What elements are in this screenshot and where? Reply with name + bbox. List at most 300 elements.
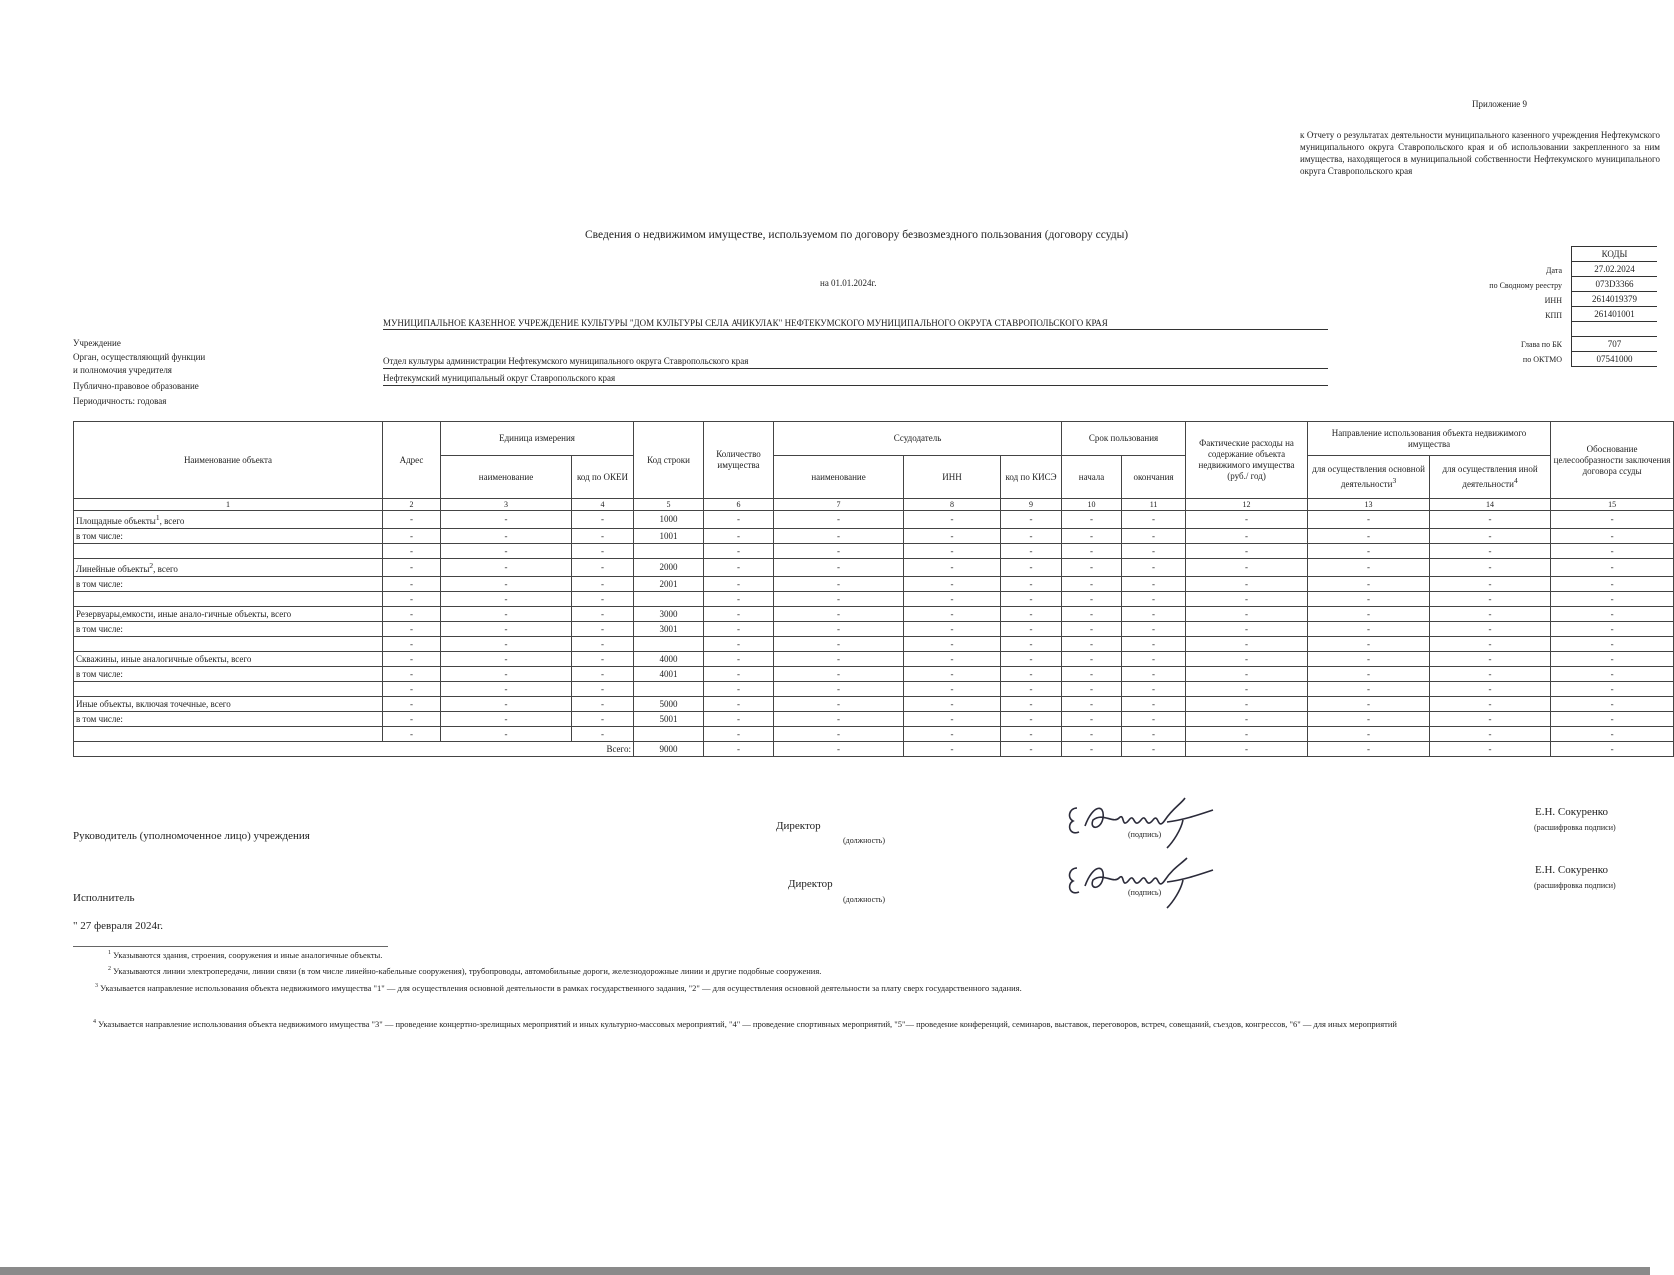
row-code-cell: 5001 xyxy=(634,712,704,727)
value-cell: - xyxy=(1001,667,1062,682)
value-cell: - xyxy=(704,577,774,592)
executor-signature-icon xyxy=(1063,848,1228,910)
row-code-cell xyxy=(634,592,704,607)
value-cell: - xyxy=(704,607,774,622)
col-header-term: Срок пользования xyxy=(1062,422,1186,456)
value-cell: - xyxy=(1308,559,1430,577)
subgroup-label: в том числе: xyxy=(76,530,123,541)
value-cell: - xyxy=(1001,697,1062,712)
value-cell: - xyxy=(1308,607,1430,622)
total-value-cell: - xyxy=(1551,742,1674,757)
value-cell: - xyxy=(1551,622,1674,637)
value-cell: - xyxy=(1551,577,1674,592)
value-cell: - xyxy=(704,559,774,577)
column-number: 2 xyxy=(383,499,441,511)
value-cell: - xyxy=(1551,559,1674,577)
row-name-cell xyxy=(74,667,383,682)
value-cell: - xyxy=(1551,682,1674,697)
row-name-cell xyxy=(74,607,383,622)
property-table xyxy=(73,421,1674,757)
code-kpp: 261401001 xyxy=(1572,307,1657,322)
value-cell: - xyxy=(383,544,441,559)
column-number: 5 xyxy=(634,499,704,511)
codes-box xyxy=(1571,246,1657,367)
row-name-cell xyxy=(74,559,383,577)
column-number: 13 xyxy=(1308,499,1430,511)
table-row xyxy=(74,511,1674,529)
value-cell: - xyxy=(572,667,634,682)
value-cell: - xyxy=(774,511,904,529)
value-cell: - xyxy=(1186,577,1308,592)
head-signature-caption: (подпись) xyxy=(1128,830,1162,839)
footnote-1: $^1$ Указываются здания, строения, сооружения и иные аналогичные объекты. xyxy=(108,950,383,960)
value-cell: - xyxy=(1062,727,1122,742)
value-cell: - xyxy=(1430,544,1551,559)
table-row xyxy=(74,697,1674,712)
value-cell: - xyxy=(904,682,1001,697)
value-cell: - xyxy=(1186,544,1308,559)
value-cell: - xyxy=(1551,592,1674,607)
value-cell: - xyxy=(572,559,634,577)
value-cell: - xyxy=(383,607,441,622)
code-budget-chapter: 707 xyxy=(1572,336,1657,352)
value-cell: - xyxy=(383,667,441,682)
total-value-cell: - xyxy=(1186,742,1308,757)
value-cell: - xyxy=(1001,559,1062,577)
total-code: 9000 xyxy=(634,742,704,757)
footnote-4: $^4$ Указывается направление использования объекта недвижимого имущества "3" — проведение концертно-зрелищных мероприятий и иных культурно-массовых мероприятий, "4" — проведение спортивных мероприятий, "5"— проведение конференций, семинаров, выставок, переговоров, встреч, совещаний, съездов, конгрессов, "6" — для иных мероприятий xyxy=(93,1019,1397,1029)
value-cell: - xyxy=(1001,577,1062,592)
column-number: 11 xyxy=(1122,499,1186,511)
col-header-lender: Ссудодатель xyxy=(774,422,1062,456)
periodicity-label: Периодичность: годовая xyxy=(73,396,167,406)
value-cell: - xyxy=(1186,529,1308,544)
col-header-term-start: начала xyxy=(1062,456,1122,499)
subgroup-label: в том числе: xyxy=(76,713,123,724)
col-header-lender-name: наименование xyxy=(774,456,904,499)
value-cell: - xyxy=(704,592,774,607)
value-cell: - xyxy=(1308,697,1430,712)
row-name-cell xyxy=(74,577,383,592)
row-name-cell xyxy=(74,592,383,607)
col-header-lender-inn: ИНН xyxy=(904,456,1001,499)
value-cell: - xyxy=(1122,682,1186,697)
value-cell: - xyxy=(572,652,634,667)
head-signature-icon xyxy=(1063,790,1228,850)
column-number: 15 xyxy=(1551,499,1674,511)
institution-name: МУНИЦИПАЛЬНОЕ КАЗЕННОЕ УЧРЕЖДЕНИЕ КУЛЬТУРЫ "ДОМ КУЛЬТУРЫ СЕЛА АЧИКУЛАК" НЕФТЕКУМСКОГО МУНИЦИПАЛЬНОГО ОКРУГА СТАВРОПОЛЬСКОГО КРАЯ xyxy=(383,318,1108,328)
row-name-cell xyxy=(74,511,383,529)
table-row xyxy=(74,544,1674,559)
head-name: Е.Н. Сокуренко xyxy=(1535,806,1608,818)
value-cell: - xyxy=(1430,682,1551,697)
col-header-unit: Единица измерения xyxy=(441,422,634,456)
executor-label: Исполнитель xyxy=(73,892,135,904)
public-entity: Нефтекумский муниципальный округ Ставропольского края xyxy=(383,373,616,383)
column-number: 14 xyxy=(1430,499,1551,511)
col-header-direction-other: для осуществления иной деятельности$^4$ xyxy=(1430,456,1551,499)
value-cell: - xyxy=(441,592,572,607)
table-row xyxy=(74,652,1674,667)
value-cell: - xyxy=(1430,529,1551,544)
value-cell: - xyxy=(704,622,774,637)
value-cell: - xyxy=(1308,667,1430,682)
value-cell: - xyxy=(1122,544,1186,559)
value-cell: - xyxy=(1186,607,1308,622)
group-label: Иные объекты, включая точечные, всего xyxy=(76,698,231,709)
column-number: 7 xyxy=(774,499,904,511)
value-cell: - xyxy=(572,712,634,727)
code-registry: 073D3366 xyxy=(1572,277,1657,292)
total-value-cell: - xyxy=(1001,742,1062,757)
value-cell: - xyxy=(1122,607,1186,622)
value-cell: - xyxy=(1001,682,1062,697)
group-label: Площадные объекты$^1$, всего xyxy=(76,513,185,526)
subgroup-label: в том числе: xyxy=(76,623,123,634)
value-cell: - xyxy=(1001,622,1062,637)
value-cell: - xyxy=(1308,652,1430,667)
value-cell: - xyxy=(1122,529,1186,544)
value-cell: - xyxy=(1062,622,1122,637)
value-cell: - xyxy=(1430,622,1551,637)
value-cell: - xyxy=(1430,727,1551,742)
value-cell: - xyxy=(1308,622,1430,637)
value-cell: - xyxy=(572,529,634,544)
value-cell: - xyxy=(774,682,904,697)
value-cell: - xyxy=(1308,544,1430,559)
value-cell: - xyxy=(1430,592,1551,607)
value-cell: - xyxy=(704,652,774,667)
value-cell: - xyxy=(441,682,572,697)
value-cell: - xyxy=(572,511,634,529)
periodicity-value: годовая xyxy=(137,396,167,406)
value-cell: - xyxy=(572,622,634,637)
head-position: Директор xyxy=(776,820,821,832)
value-cell: - xyxy=(1062,652,1122,667)
column-number: 12 xyxy=(1186,499,1308,511)
footnote-2: $^2$ Указываются линии электропередачи, линии связи (в том числе линейно-кабельные сооружения), трубопроводы, автомобильные дороги, железнодорожные линии и другие подобные сооружения. xyxy=(108,966,822,976)
value-cell: - xyxy=(383,727,441,742)
value-cell: - xyxy=(572,607,634,622)
row-name-cell xyxy=(74,727,383,742)
row-code-cell: 3001 xyxy=(634,622,704,637)
value-cell: - xyxy=(1062,607,1122,622)
public-entity-label: Публично-правовое образование xyxy=(73,381,199,391)
value-cell: - xyxy=(1186,712,1308,727)
value-cell: - xyxy=(1122,559,1186,577)
value-cell: - xyxy=(1001,511,1062,529)
table-row xyxy=(74,592,1674,607)
value-cell: - xyxy=(441,712,572,727)
value-cell: - xyxy=(1062,637,1122,652)
institution-label: Учреждение xyxy=(73,338,121,348)
value-cell: - xyxy=(904,667,1001,682)
row-name-cell xyxy=(74,544,383,559)
value-cell: - xyxy=(774,607,904,622)
value-cell: - xyxy=(1062,559,1122,577)
group-label: Резервуары,емкости, иные анало-гичные объекты, всего xyxy=(76,608,292,619)
table-row xyxy=(74,607,1674,622)
value-cell: - xyxy=(704,727,774,742)
total-value-cell: - xyxy=(1430,742,1551,757)
value-cell: - xyxy=(383,529,441,544)
value-cell: - xyxy=(1122,697,1186,712)
column-number: 1 xyxy=(74,499,383,511)
value-cell: - xyxy=(904,559,1001,577)
row-name-cell xyxy=(74,622,383,637)
value-cell: - xyxy=(774,652,904,667)
value-cell: - xyxy=(1186,559,1308,577)
code-label-oktmo: по ОКТМО xyxy=(1522,355,1562,364)
row-code-cell: 2001 xyxy=(634,577,704,592)
row-name-cell xyxy=(74,697,383,712)
row-code-cell: 3000 xyxy=(634,607,704,622)
value-cell: - xyxy=(1308,637,1430,652)
table-row xyxy=(74,529,1674,544)
col-header-unit-name: наименование xyxy=(441,456,572,499)
report-date: на 01.01.2024г. xyxy=(820,278,877,288)
appendix-number: Приложение 9 xyxy=(1472,99,1528,109)
value-cell: - xyxy=(1551,667,1674,682)
value-cell: - xyxy=(774,559,904,577)
value-cell: - xyxy=(1308,529,1430,544)
value-cell: - xyxy=(1186,511,1308,529)
row-code-cell: 1001 xyxy=(634,529,704,544)
column-number: 8 xyxy=(904,499,1001,511)
value-cell: - xyxy=(904,607,1001,622)
column-number: 9 xyxy=(1001,499,1062,511)
value-cell: - xyxy=(904,697,1001,712)
value-cell: - xyxy=(572,592,634,607)
value-cell: - xyxy=(1122,511,1186,529)
column-number: 10 xyxy=(1062,499,1122,511)
total-value-cell: - xyxy=(904,742,1001,757)
value-cell: - xyxy=(383,697,441,712)
group-label: Скважины, иные аналогичные объекты, всего xyxy=(76,653,252,664)
value-cell: - xyxy=(774,667,904,682)
table-row xyxy=(74,637,1674,652)
value-cell: - xyxy=(1186,622,1308,637)
value-cell: - xyxy=(1430,652,1551,667)
value-cell: - xyxy=(1062,697,1122,712)
value-cell: - xyxy=(1122,712,1186,727)
value-cell: - xyxy=(1062,682,1122,697)
value-cell: - xyxy=(1430,559,1551,577)
col-header-expenses: Фактические расходы на содержание объекта недвижимого имущества (руб./ год) xyxy=(1186,422,1308,499)
value-cell: - xyxy=(1122,667,1186,682)
column-number: 6 xyxy=(704,499,774,511)
value-cell: - xyxy=(1062,577,1122,592)
col-header-term-end: окончания xyxy=(1122,456,1186,499)
value-cell: - xyxy=(774,727,904,742)
row-name-cell xyxy=(74,712,383,727)
column-numbers-row xyxy=(74,499,1674,511)
value-cell: - xyxy=(1062,511,1122,529)
value-cell: - xyxy=(441,511,572,529)
code-oktmo: 07541000 xyxy=(1572,352,1657,367)
col-header-address: Адрес xyxy=(383,422,441,499)
value-cell: - xyxy=(904,577,1001,592)
value-cell: - xyxy=(1430,577,1551,592)
value-cell: - xyxy=(1186,652,1308,667)
value-cell: - xyxy=(383,559,441,577)
code-label-budget-chapter: Глава по БК xyxy=(1521,340,1562,349)
table-row xyxy=(74,712,1674,727)
total-value-cell: - xyxy=(1062,742,1122,757)
col-header-name: Наименование объекта xyxy=(74,422,383,499)
value-cell: - xyxy=(1062,592,1122,607)
value-cell: - xyxy=(704,697,774,712)
row-code-cell: 4001 xyxy=(634,667,704,682)
value-cell: - xyxy=(441,697,572,712)
value-cell: - xyxy=(1430,697,1551,712)
total-value-cell: - xyxy=(704,742,774,757)
table-body xyxy=(74,511,1674,757)
value-cell: - xyxy=(904,529,1001,544)
value-cell: - xyxy=(904,727,1001,742)
value-cell: - xyxy=(704,544,774,559)
value-cell: - xyxy=(1551,652,1674,667)
table-row xyxy=(74,577,1674,592)
row-code-cell xyxy=(634,682,704,697)
value-cell: - xyxy=(1551,697,1674,712)
col-header-unit-code: код по ОКЕИ xyxy=(572,456,634,499)
value-cell: - xyxy=(704,637,774,652)
value-cell: - xyxy=(904,544,1001,559)
value-cell: - xyxy=(441,529,572,544)
col-header-lender-kise: код по КИСЭ xyxy=(1001,456,1062,499)
value-cell: - xyxy=(1430,667,1551,682)
value-cell: - xyxy=(383,592,441,607)
document-title: Сведения о недвижимом имуществе, используемом по договору безвозмездного пользования (договору ссуды) xyxy=(585,229,1129,241)
value-cell: - xyxy=(1122,637,1186,652)
value-cell: - xyxy=(383,652,441,667)
value-cell: - xyxy=(1186,727,1308,742)
value-cell: - xyxy=(383,577,441,592)
value-cell: - xyxy=(441,652,572,667)
organ-label-2: и полномочия учредителя xyxy=(73,365,172,375)
value-cell: - xyxy=(441,667,572,682)
row-name-cell xyxy=(74,529,383,544)
value-cell: - xyxy=(1308,577,1430,592)
value-cell: - xyxy=(1551,637,1674,652)
value-cell: - xyxy=(1308,712,1430,727)
value-cell: - xyxy=(441,607,572,622)
value-cell: - xyxy=(383,622,441,637)
table-row xyxy=(74,559,1674,577)
group-label: Линейные объекты$^2$, всего xyxy=(76,561,178,574)
value-cell: - xyxy=(1062,667,1122,682)
value-cell: - xyxy=(1186,592,1308,607)
row-code-cell: 1000 xyxy=(634,511,704,529)
row-code-cell: 2000 xyxy=(634,559,704,577)
value-cell: - xyxy=(441,637,572,652)
value-cell: - xyxy=(1186,682,1308,697)
value-cell: - xyxy=(1308,682,1430,697)
row-code-cell: 5000 xyxy=(634,697,704,712)
value-cell: - xyxy=(1122,577,1186,592)
value-cell: - xyxy=(774,544,904,559)
row-name-cell xyxy=(74,637,383,652)
col-header-direction-main: для осуществления основной деятельности$^3$ xyxy=(1308,456,1430,499)
column-number: 3 xyxy=(441,499,572,511)
value-cell: - xyxy=(904,712,1001,727)
value-cell: - xyxy=(1062,712,1122,727)
head-name-caption: (расшифровка подписи) xyxy=(1534,823,1616,832)
row-code-cell xyxy=(634,544,704,559)
executor-signature-caption: (подпись) xyxy=(1128,888,1162,897)
total-value-cell: - xyxy=(1308,742,1430,757)
value-cell: - xyxy=(1308,511,1430,529)
value-cell: - xyxy=(904,592,1001,607)
value-cell: - xyxy=(774,697,904,712)
value-cell: - xyxy=(704,529,774,544)
total-label: Всего: xyxy=(74,742,634,757)
value-cell: - xyxy=(774,592,904,607)
value-cell: - xyxy=(572,637,634,652)
value-cell: - xyxy=(704,682,774,697)
signing-date: " 27 февраля 2024г. xyxy=(73,920,163,932)
value-cell: - xyxy=(1001,592,1062,607)
value-cell: - xyxy=(383,682,441,697)
value-cell: - xyxy=(1551,529,1674,544)
value-cell: - xyxy=(904,511,1001,529)
col-header-justification: Обоснование целесообразности заключения договора ссуды xyxy=(1551,422,1674,499)
col-header-quantity: Количество имущества xyxy=(704,422,774,499)
executor-name-caption: (расшифровка подписи) xyxy=(1534,881,1616,890)
subgroup-label: в том числе: xyxy=(76,578,123,589)
value-cell: - xyxy=(704,667,774,682)
value-cell: - xyxy=(441,727,572,742)
value-cell: - xyxy=(1001,607,1062,622)
value-cell: - xyxy=(441,622,572,637)
code-label-kpp: КПП xyxy=(1545,311,1562,320)
value-cell: - xyxy=(572,682,634,697)
row-code-cell xyxy=(634,727,704,742)
value-cell: - xyxy=(1430,712,1551,727)
value-cell: - xyxy=(774,637,904,652)
founder-organ: Отдел культуры администрации Нефтекумского муниципального округа Ставропольского края xyxy=(383,356,749,366)
value-cell: - xyxy=(1001,544,1062,559)
value-cell: - xyxy=(572,577,634,592)
subgroup-label: в том числе: xyxy=(76,668,123,679)
code-date: 27.02.2024 xyxy=(1572,262,1657,277)
executor-name: Е.Н. Сокуренко xyxy=(1535,864,1608,876)
executor-position-caption: (должность) xyxy=(843,895,885,904)
value-cell: - xyxy=(383,637,441,652)
col-header-direction: Направление использования объекта недвижимого имущества xyxy=(1308,422,1551,456)
col-header-row-code: Код строки xyxy=(634,422,704,499)
value-cell: - xyxy=(1430,511,1551,529)
total-row xyxy=(74,742,1674,757)
value-cell: - xyxy=(1430,607,1551,622)
value-cell: - xyxy=(1122,592,1186,607)
column-number: 4 xyxy=(572,499,634,511)
head-position-caption: (должность) xyxy=(843,836,885,845)
value-cell: - xyxy=(904,622,1001,637)
value-cell: - xyxy=(441,544,572,559)
value-cell: - xyxy=(1001,712,1062,727)
row-name-cell xyxy=(74,682,383,697)
value-cell: - xyxy=(572,697,634,712)
row-code-cell xyxy=(634,637,704,652)
value-cell: - xyxy=(441,559,572,577)
row-name-cell xyxy=(74,652,383,667)
value-cell: - xyxy=(1001,529,1062,544)
value-cell: - xyxy=(1062,544,1122,559)
value-cell: - xyxy=(1186,697,1308,712)
value-cell: - xyxy=(1186,667,1308,682)
